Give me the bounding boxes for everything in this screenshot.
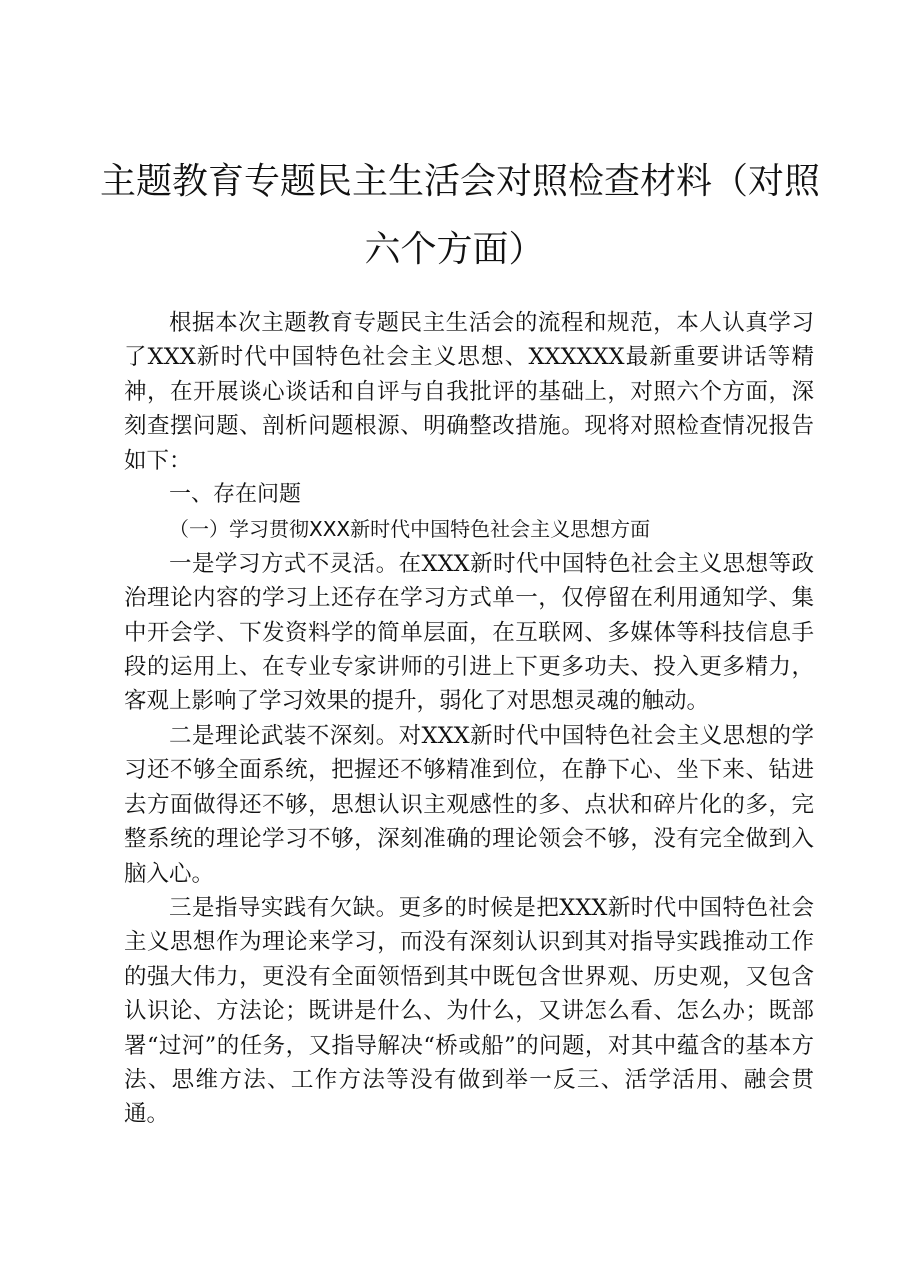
document-title-line-2: 六个方面） xyxy=(364,229,545,270)
body-paragraph-3: 三是指导实践有欠缺。更多的时候是把XXX新时代中国特色社会主义思想作为理论来学习，而没有深刻认识到其对指导实践推动工作的强大伟力，更没有全面领悟到其中既包含世界观、历史观，又包含认识论、方法论；既讲是什么、为什么，又讲怎么看、怎么办；既部署“过河”的任务，又指导解决“桥或船”的问题，对其中蕴含的基本方法、思维方法、工作方法等没有做到举一反三、活学活用、融会贯通。 xyxy=(124,894,814,1128)
body-paragraph-2: 二是理论武装不深刻。对XXX新时代中国特色社会主义思想的学习还不够全面系统，把握还不够精准到位，在静下心、坐下来、钻进去方面做得还不够，思想认识主观感性的多、点状和碎片化的多，完整系统的理论学习不够，深刻准确的理论领会不够，没有完全做到入脑入心。 xyxy=(124,722,814,887)
document-body xyxy=(124,306,814,1132)
document-title-line-1: 主题教育专题民主生活会对照检查材料（对照 xyxy=(100,161,821,202)
body-paragraph-1: 一是学习方式不灵活。在XXX新时代中国特色社会主义思想等政治理论内容的学习上还存在学习方式单一，仅停留在利用通知学、集中开会学、下发资料学的简单层面，在互联网、多媒体等科技信息手段的运用上、在专业专家讲师的引进上下更多功夫、投入更多精力，客观上影响了学习效果的提升，弱化了对思想灵魂的触动。 xyxy=(124,550,814,715)
section-heading-problems: 一、存在问题 xyxy=(169,482,302,508)
intro-paragraph: 根据本次主题教育专题民主生活会的流程和规范，本人认真学习了XXX新时代中国特色社会主义思想、XXXXXX最新重要讲话等精神，在开展谈心谈话和自评与自我批评的基础上，对照六个方面，深刻查摆问题、剖析问题根源、明确整改措施。现将对照检查情况报告如下： xyxy=(124,310,814,474)
subsection-heading-study: （一）学习贯彻XXX新时代中国特色社会主义思想方面 xyxy=(169,517,651,542)
